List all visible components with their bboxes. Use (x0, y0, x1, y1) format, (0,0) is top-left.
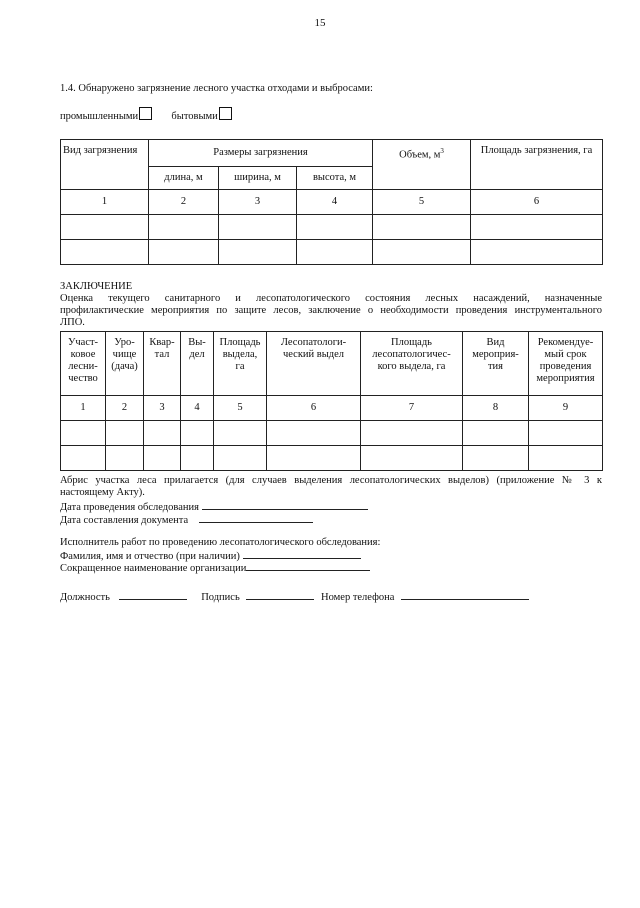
number-row (61, 190, 603, 215)
signature-row (60, 590, 529, 603)
header-area: Площадь загрязнения, га (471, 140, 603, 190)
table-cell[interactable] (61, 446, 106, 471)
table-cell[interactable] (373, 240, 471, 265)
header-height: высота, м (297, 167, 373, 190)
household-checkbox[interactable] (219, 107, 232, 120)
col-number: 1 (61, 396, 106, 421)
executor-heading: Исполнитель работ по проведению лесопатологического обследования: (60, 537, 381, 548)
header-sizes: Размеры загрязнения (149, 140, 373, 167)
table-cell[interactable] (463, 446, 529, 471)
survey-date-field[interactable] (202, 500, 368, 510)
col-number: 8 (463, 396, 529, 421)
table-row (61, 215, 603, 240)
header-recommended-term: Рекомендуе- мый срок проведения мероприятия (529, 332, 603, 396)
position-field[interactable] (119, 590, 187, 600)
col-number: 1 (61, 190, 149, 215)
table-cell[interactable] (219, 240, 297, 265)
signature-field[interactable] (246, 590, 314, 600)
table-cell[interactable] (471, 215, 603, 240)
table-cell[interactable] (297, 215, 373, 240)
conclusion-title: ЗАКЛЮЧЕНИЕ (60, 281, 133, 292)
table-cell[interactable] (219, 215, 297, 240)
conclusion-text-2: профилактические мероприятия по защите лесов, заключение о необходимости проведения инструментального (60, 305, 602, 316)
header-tract: Уро- чище (дача) (106, 332, 144, 396)
survey-date-row (60, 500, 368, 513)
conclusion-text-1: Оценка текущего санитарного и лесопатологического состояния лесных насаждений, назначенные (60, 293, 602, 304)
col-number: 4 (181, 396, 214, 421)
col-number: 4 (297, 190, 373, 215)
table-cell[interactable] (361, 446, 463, 471)
full-name-field[interactable] (243, 549, 361, 559)
table-cell[interactable] (149, 215, 219, 240)
table-cell[interactable] (144, 421, 181, 446)
col-number: 3 (219, 190, 297, 215)
table-row (61, 240, 603, 265)
col-number: 5 (373, 190, 471, 215)
org-name-field[interactable] (246, 561, 370, 571)
table-row (61, 421, 603, 446)
col-number: 2 (106, 396, 144, 421)
table-cell[interactable] (361, 421, 463, 446)
col-number: 6 (267, 396, 361, 421)
full-name-label: Фамилия, имя и отчество (при наличии) (60, 551, 240, 562)
page-number: 15 (314, 17, 326, 29)
table-cell[interactable] (149, 240, 219, 265)
table-cell[interactable] (106, 421, 144, 446)
table-cell[interactable] (529, 446, 603, 471)
table-cell[interactable] (267, 421, 361, 446)
phone-field[interactable] (401, 590, 529, 600)
table-cell[interactable] (373, 215, 471, 240)
doc-date-label: Дата составления документа (60, 515, 189, 526)
table-cell[interactable] (297, 240, 373, 265)
header-width: ширина, м (219, 167, 297, 190)
signature-label: Подпись (201, 592, 240, 603)
col-number: 9 (529, 396, 603, 421)
header-pollution-type: Вид загрязнения (61, 140, 149, 190)
section-heading: 1.4. Обнаружено загрязнение лесного участка отходами и выбросами: (60, 83, 373, 94)
header-volume: Объем, $м^3$ (373, 140, 471, 190)
table-cell[interactable] (214, 446, 267, 471)
abris-text-2: настоящему Акту). (60, 487, 145, 498)
position-label: Должность (60, 592, 110, 603)
conclusion-text-3: ЛПО. (60, 317, 85, 328)
table-cell[interactable] (181, 446, 214, 471)
col-number: 7 (361, 396, 463, 421)
header-quarter: Квар- тал (144, 332, 181, 396)
table-cell[interactable] (463, 421, 529, 446)
table-cell[interactable] (61, 215, 149, 240)
col-number: 6 (471, 190, 603, 215)
pollution-type-row (60, 107, 232, 122)
table-cell[interactable] (181, 421, 214, 446)
table-cell[interactable] (214, 421, 267, 446)
header-length: длина, м (149, 167, 219, 190)
phone-label: Номер телефона (321, 592, 395, 603)
header-measure-type: Вид мероприя- тия (463, 332, 529, 396)
number-row (61, 396, 603, 421)
measures-table (60, 331, 603, 471)
org-name-row (60, 561, 370, 574)
abris-text-1: Абрис участка леса прилагается (для случаев выделения лесопатологических выделов) (приложение № 3 к (60, 475, 602, 486)
doc-date-field[interactable] (199, 513, 313, 523)
header-pathology-area: Площадь лесопатологичес- кого выдела, га (361, 332, 463, 396)
table-cell[interactable] (471, 240, 603, 265)
survey-date-label: Дата проведения обследования (60, 502, 199, 513)
col-number: 3 (144, 396, 181, 421)
header-pathology-allotment: Лесопатологи- ческий выдел (267, 332, 361, 396)
header-row (61, 332, 603, 396)
table-row (61, 446, 603, 471)
col-number: 5 (214, 396, 267, 421)
household-label: бытовыми (171, 111, 218, 122)
industrial-label: промышленными (60, 111, 139, 122)
table-cell[interactable] (61, 240, 149, 265)
col-number: 2 (149, 190, 219, 215)
table-cell[interactable] (267, 446, 361, 471)
org-name-label: Сокращенное наименование организации (60, 563, 247, 574)
header-allotment: Вы- дел (181, 332, 214, 396)
header-forestry: Участ- ковое лесни- чество (61, 332, 106, 396)
industrial-checkbox[interactable] (139, 107, 152, 120)
table-cell[interactable] (106, 446, 144, 471)
doc-date-row (60, 513, 313, 526)
table-cell[interactable] (61, 421, 106, 446)
header-allotment-area: Площадь выдела, га (214, 332, 267, 396)
table-cell[interactable] (144, 446, 181, 471)
pollution-table (60, 139, 603, 265)
table-cell[interactable] (529, 421, 603, 446)
